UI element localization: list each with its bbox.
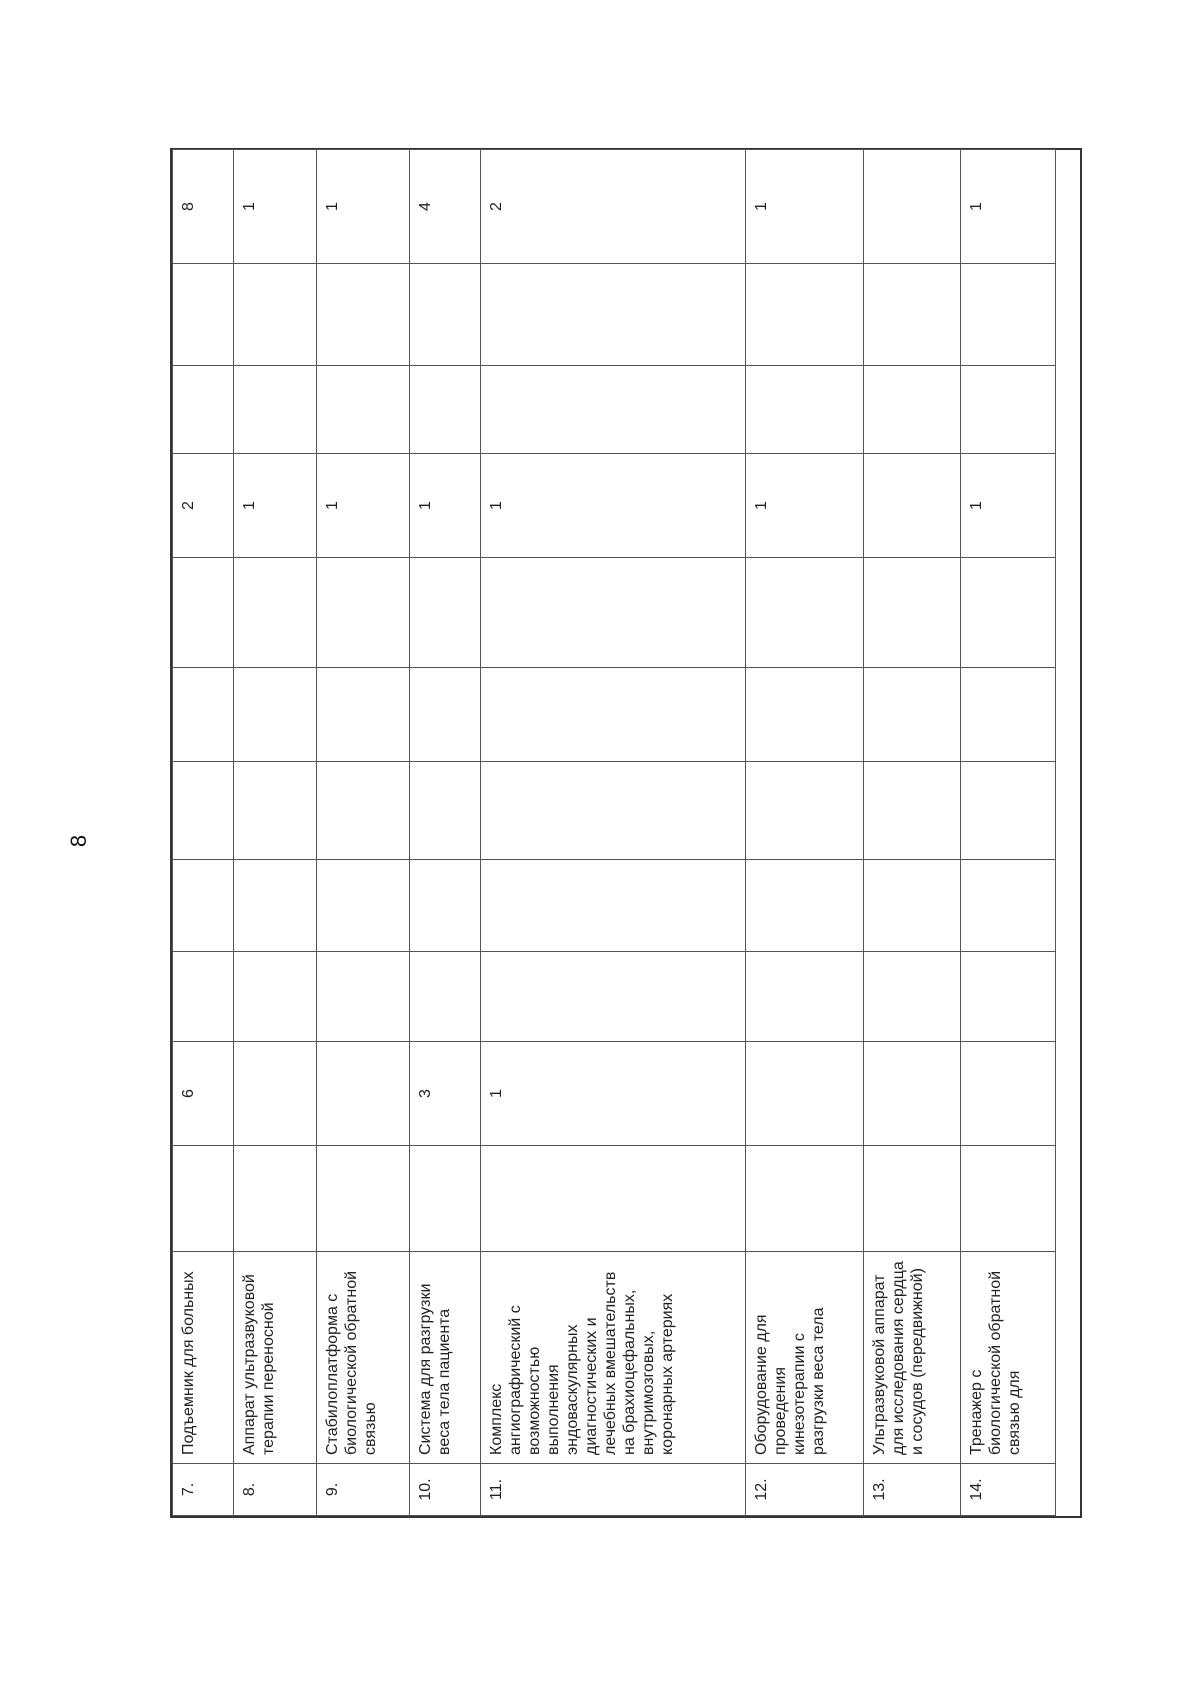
value-cell xyxy=(746,668,864,762)
value-cell xyxy=(234,952,317,1042)
value-cell xyxy=(173,264,234,366)
value-cell: 3 xyxy=(410,1042,481,1146)
value-cell xyxy=(746,1042,864,1146)
value-cell xyxy=(317,264,410,366)
empty-cell xyxy=(864,1146,961,1252)
equipment-name: Тренажер с биологической обратной связью для xyxy=(961,1252,1056,1464)
empty-cell xyxy=(173,1146,234,1252)
table-body xyxy=(173,150,1056,1516)
value-cell: 1 xyxy=(317,454,410,558)
table-row xyxy=(234,150,317,1516)
value-cell xyxy=(864,860,961,952)
value-cell xyxy=(481,860,746,952)
equipment-name: Стабилоплатформа с биологической обратной связью xyxy=(317,1252,410,1464)
value-cell: 1 xyxy=(410,454,481,558)
value-cell xyxy=(317,762,410,860)
value-cell xyxy=(481,668,746,762)
table-row xyxy=(173,150,234,1516)
value-cell xyxy=(410,264,481,366)
value-cell xyxy=(410,860,481,952)
rotated-content xyxy=(172,150,1080,1516)
value-cell xyxy=(234,366,317,454)
value-cell xyxy=(410,952,481,1042)
value-cell xyxy=(961,762,1056,860)
equipment-table xyxy=(172,149,1056,1516)
value-cell xyxy=(317,558,410,668)
equipment-name: Аппарат ультразвуковой терапии переносной xyxy=(234,1252,317,1464)
value-cell xyxy=(746,860,864,952)
value-cell xyxy=(234,1042,317,1146)
value-cell xyxy=(864,558,961,668)
table-row xyxy=(864,150,961,1516)
value-cell: 1 xyxy=(234,150,317,264)
value-cell xyxy=(746,952,864,1042)
value-cell xyxy=(864,366,961,454)
value-cell xyxy=(864,1042,961,1146)
value-cell xyxy=(746,558,864,668)
row-number: 8. xyxy=(234,1464,317,1516)
row-number: 14. xyxy=(961,1464,1056,1516)
table-row xyxy=(317,150,410,1516)
value-cell: 6 xyxy=(173,1042,234,1146)
value-cell: 1 xyxy=(234,454,317,558)
value-cell xyxy=(234,762,317,860)
row-number: 7. xyxy=(173,1464,234,1516)
row-number: 11. xyxy=(481,1464,746,1516)
value-cell xyxy=(234,558,317,668)
row-number: 12. xyxy=(746,1464,864,1516)
value-cell xyxy=(746,264,864,366)
value-cell: 2 xyxy=(173,454,234,558)
value-cell xyxy=(410,558,481,668)
equipment-name: Система для разгрузки веса тела пациента xyxy=(410,1252,481,1464)
value-cell: 1 xyxy=(746,150,864,264)
value-cell xyxy=(173,558,234,668)
empty-cell xyxy=(961,1146,1056,1252)
value-cell xyxy=(961,952,1056,1042)
value-cell xyxy=(173,860,234,952)
value-cell xyxy=(317,1042,410,1146)
value-cell xyxy=(410,668,481,762)
value-cell: 2 xyxy=(481,150,746,264)
equipment-name: Ультразвуковой аппарат для исследования сердца и сосудов (передвижной) xyxy=(864,1252,961,1464)
table-row xyxy=(746,150,864,1516)
value-cell xyxy=(864,668,961,762)
value-cell xyxy=(864,264,961,366)
row-number: 13. xyxy=(864,1464,961,1516)
value-cell: 8 xyxy=(173,150,234,264)
value-cell xyxy=(961,668,1056,762)
value-cell: 1 xyxy=(746,454,864,558)
value-cell xyxy=(234,264,317,366)
value-cell xyxy=(864,150,961,264)
value-cell xyxy=(864,762,961,860)
value-cell: 1 xyxy=(481,454,746,558)
value-cell xyxy=(961,366,1056,454)
equipment-name: Подъемник для больных xyxy=(173,1252,234,1464)
row-number: 10. xyxy=(410,1464,481,1516)
value-cell xyxy=(746,366,864,454)
value-cell xyxy=(961,558,1056,668)
value-cell xyxy=(173,762,234,860)
empty-cell xyxy=(481,1146,746,1252)
value-cell: 1 xyxy=(961,150,1056,264)
value-cell xyxy=(410,366,481,454)
equipment-table-sheet xyxy=(170,148,1082,1518)
empty-cell xyxy=(410,1146,481,1252)
empty-cell xyxy=(317,1146,410,1252)
value-cell xyxy=(481,952,746,1042)
equipment-name: Комплекс ангиографический с возможностью выполнения эндоваскулярных диагностических и лечебных вмешательств на брахиоцефальных, внутримозговых, коронарных артериях xyxy=(481,1252,746,1464)
value-cell: 1 xyxy=(961,454,1056,558)
value-cell xyxy=(317,366,410,454)
value-cell xyxy=(234,860,317,952)
value-cell xyxy=(317,668,410,762)
value-cell: 1 xyxy=(481,1042,746,1146)
value-cell xyxy=(481,558,746,668)
value-cell: 1 xyxy=(317,150,410,264)
value-cell xyxy=(317,860,410,952)
value-cell xyxy=(173,366,234,454)
table-row xyxy=(481,150,746,1516)
page-number: 8 xyxy=(66,834,91,848)
table-row xyxy=(410,150,481,1516)
value-cell xyxy=(961,264,1056,366)
value-cell xyxy=(317,952,410,1042)
value-cell xyxy=(173,952,234,1042)
value-cell xyxy=(173,668,234,762)
empty-cell xyxy=(746,1146,864,1252)
value-cell xyxy=(481,366,746,454)
value-cell: 4 xyxy=(410,150,481,264)
row-number: 9. xyxy=(317,1464,410,1516)
value-cell xyxy=(746,762,864,860)
value-cell xyxy=(410,762,481,860)
value-cell xyxy=(961,860,1056,952)
value-cell xyxy=(481,264,746,366)
table-row xyxy=(961,150,1056,1516)
value-cell xyxy=(481,762,746,860)
value-cell xyxy=(961,1042,1056,1146)
equipment-name: Оборудование для проведения кинезотерапии с разгрузки веса тела xyxy=(746,1252,864,1464)
value-cell xyxy=(864,454,961,558)
empty-cell xyxy=(234,1146,317,1252)
value-cell xyxy=(234,668,317,762)
value-cell xyxy=(864,952,961,1042)
